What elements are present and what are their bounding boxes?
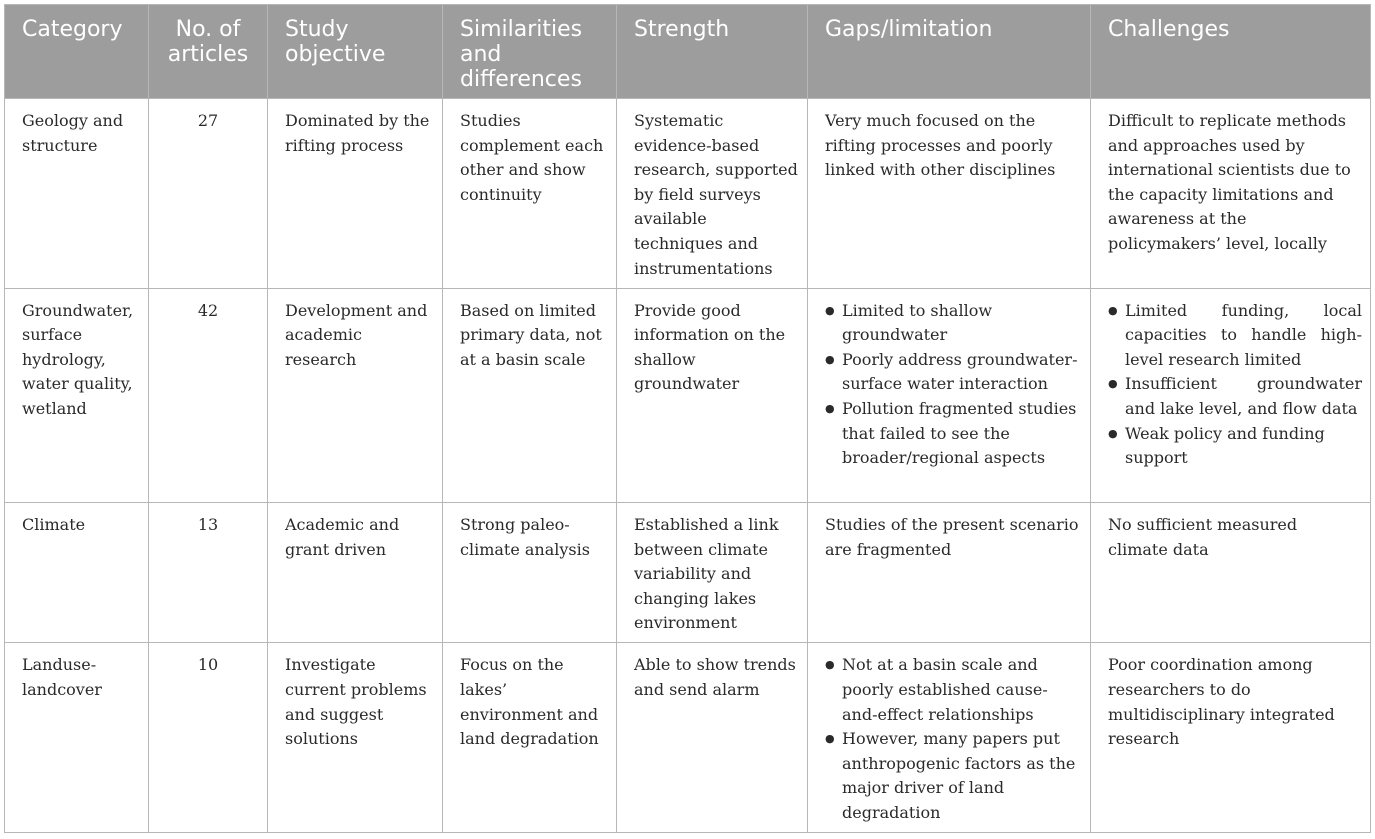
cell-category: Geology and structure (5, 99, 149, 289)
gaps-list (825, 299, 1082, 471)
table-row (5, 503, 1371, 643)
cell-articles: 27 (149, 99, 268, 289)
cell-objective: Academic and grant driven (268, 503, 443, 643)
review-summary-table (4, 4, 1371, 833)
cell-similarities: Studies complement each other and show continuity (443, 99, 617, 289)
cell-objective: Development and academic research (268, 288, 443, 502)
cell-strength: Systematic evidence-based research, supported by field surveys available techniques and instrumentations (617, 99, 808, 289)
cell-challenges: No sufficient measured climate data (1091, 503, 1371, 643)
cell-gaps: Very much focused on the rifting processes and poorly linked with other disciplines (808, 99, 1091, 289)
cell-objective: Dominated by the rifting process (268, 99, 443, 289)
cell-category: Groundwater, surface hydrology, water quality, wetland (5, 288, 149, 502)
header-row (5, 5, 1371, 99)
cell-strength: Provide good information on the shallow groundwater (617, 288, 808, 502)
cell-category: Climate (5, 503, 149, 643)
header-similarities: Similarities and differences (443, 5, 617, 99)
cell-objective: Investigate current problems and suggest solutions (268, 643, 443, 833)
gaps-list (825, 653, 1082, 825)
cell-challenges: Difficult to replicate methods and approaches used by international scientists due to the capacity limitations and awareness at the policymakers’ level, locally (1091, 99, 1371, 289)
cell-challenges (1091, 288, 1371, 502)
cell-gaps (808, 643, 1091, 833)
list-item: ● Poorly address groundwater-surface water interaction (825, 348, 1082, 397)
header-strength: Strength (617, 5, 808, 99)
cell-strength: Able to show trends and send alarm (617, 643, 808, 833)
cell-similarities: Based on limited primary data, not at a basin scale (443, 288, 617, 502)
list-item: ● Limited to shallow groundwater (825, 299, 1082, 348)
list-item: ● Insufficient groundwater and lake level, and flow data (1108, 372, 1362, 421)
cell-articles: 10 (149, 643, 268, 833)
list-item: ● However, many papers put anthropogenic factors as the major driver of land degradation (825, 727, 1082, 825)
challenges-list (1108, 299, 1362, 471)
header-objective: Study objective (268, 5, 443, 99)
cell-similarities: Focus on the lakes’ environment and land degradation (443, 643, 617, 833)
header-category: Category (5, 5, 149, 99)
cell-gaps (808, 288, 1091, 502)
cell-strength: Established a link between climate variability and changing lakes environment (617, 503, 808, 643)
cell-similarities: Strong paleo-climate analysis (443, 503, 617, 643)
list-item: ● Not at a basin scale and poorly established cause-and-effect relationships (825, 653, 1082, 727)
cell-articles: 13 (149, 503, 268, 643)
header-gaps: Gaps/limitation (808, 5, 1091, 99)
header-challenges: Challenges (1091, 5, 1371, 99)
header-articles: No. of articles (149, 5, 268, 99)
list-item: ● Limited funding, local capacities to handle high-level research limited (1108, 299, 1362, 373)
cell-articles: 42 (149, 288, 268, 502)
list-item: ● Weak policy and funding support (1108, 422, 1362, 471)
cell-challenges: Poor coordination among researchers to do multidisciplinary integrated research (1091, 643, 1371, 833)
table-row (5, 288, 1371, 502)
list-item: ● Pollution fragmented studies that failed to see the broader/regional aspects (825, 397, 1082, 471)
table-row (5, 643, 1371, 833)
cell-gaps: Studies of the present scenario are fragmented (808, 503, 1091, 643)
table-row (5, 99, 1371, 289)
cell-category: Landuse-landcover (5, 643, 149, 833)
